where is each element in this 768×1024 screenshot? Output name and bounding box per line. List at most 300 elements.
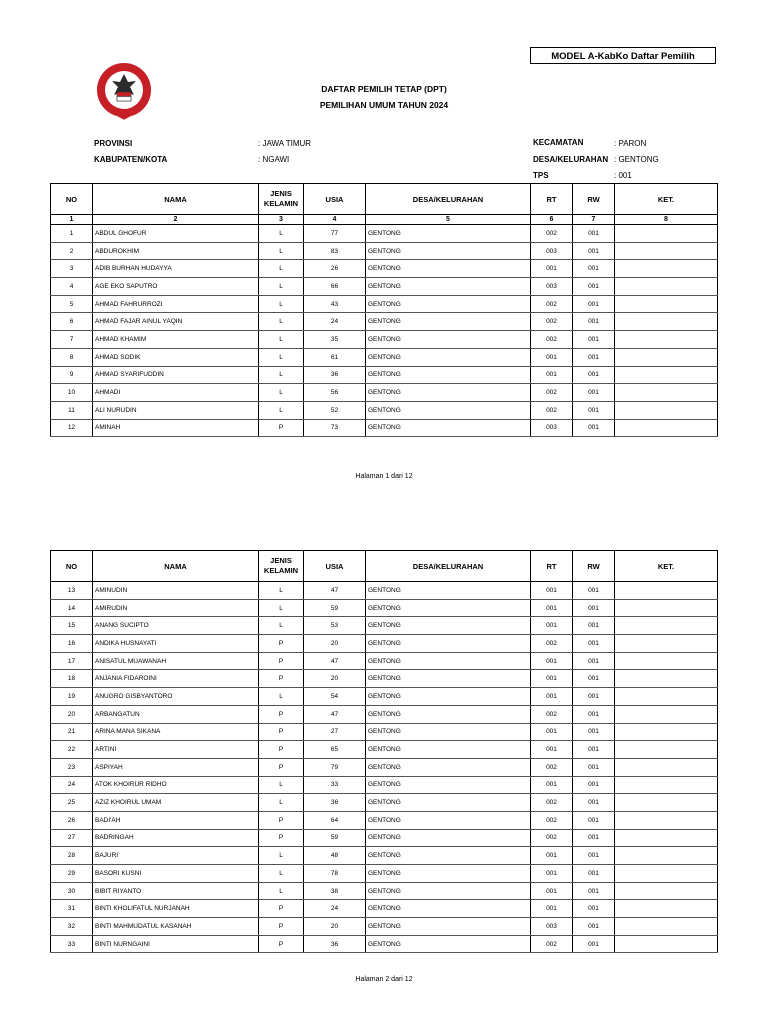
cell-usia: 66 [304, 278, 366, 296]
cell-desa: GENTONG [366, 918, 531, 936]
cell-rt: 002 [531, 758, 573, 776]
col-number: 3 [259, 215, 304, 225]
cell-ket [615, 242, 718, 260]
cell-no: 17 [51, 652, 93, 670]
table-row [51, 242, 718, 260]
meta-label-desa: DESA/KELURAHAN [533, 155, 609, 164]
cell-desa: GENTONG [366, 723, 531, 741]
col-jenis-kelamin: JENIS KELAMIN [259, 551, 304, 582]
table-row [51, 635, 718, 653]
cell-nama: ASPIYAH [93, 758, 259, 776]
cell-jenis-kelamin: L [259, 599, 304, 617]
cell-usia: 36 [304, 794, 366, 812]
cell-desa: GENTONG [366, 635, 531, 653]
table-row [51, 688, 718, 706]
cell-no: 18 [51, 670, 93, 688]
cell-desa: GENTONG [366, 242, 531, 260]
cell-rt: 002 [531, 225, 573, 243]
cell-usia: 61 [304, 348, 366, 366]
cell-jenis-kelamin: P [259, 935, 304, 953]
cell-nama: AZIZ KHOIRUL UMAM [93, 794, 259, 812]
cell-rw: 001 [573, 582, 615, 600]
cell-no: 10 [51, 384, 93, 402]
table-row [51, 776, 718, 794]
cell-usia: 38 [304, 882, 366, 900]
cell-no: 33 [51, 935, 93, 953]
cell-rt: 002 [531, 794, 573, 812]
table-row [51, 295, 718, 313]
cell-rt: 002 [531, 811, 573, 829]
cell-ket [615, 847, 718, 865]
cell-usia: 33 [304, 776, 366, 794]
page-footer-2: Halaman 2 dari 12 [355, 976, 413, 983]
cell-jenis-kelamin: L [259, 331, 304, 349]
cell-desa: GENTONG [366, 617, 531, 635]
cell-rt: 002 [531, 295, 573, 313]
cell-desa: GENTONG [366, 794, 531, 812]
cell-rw: 001 [573, 865, 615, 883]
cell-rt: 001 [531, 652, 573, 670]
cell-jenis-kelamin: L [259, 688, 304, 706]
cell-jenis-kelamin: P [259, 758, 304, 776]
cell-nama: ANJANIA FIDAROINI [93, 670, 259, 688]
cell-usia: 59 [304, 599, 366, 617]
table-row [51, 882, 718, 900]
cell-no: 1 [51, 225, 93, 243]
col-number: 7 [573, 215, 615, 225]
cell-jenis-kelamin: P [259, 652, 304, 670]
cell-jenis-kelamin: P [259, 705, 304, 723]
cell-usia: 20 [304, 670, 366, 688]
cell-desa: GENTONG [366, 295, 531, 313]
cell-jenis-kelamin: L [259, 313, 304, 331]
cell-no: 4 [51, 278, 93, 296]
col-ket: KET. [615, 551, 718, 582]
cell-no: 3 [51, 260, 93, 278]
cell-ket [615, 652, 718, 670]
table-row [51, 599, 718, 617]
col-rt: RT [531, 184, 573, 215]
cell-rw: 001 [573, 348, 615, 366]
cell-ket [615, 313, 718, 331]
cell-usia: 36 [304, 366, 366, 384]
table-row [51, 582, 718, 600]
cell-rw: 001 [573, 688, 615, 706]
cell-rt: 001 [531, 865, 573, 883]
cell-rw: 001 [573, 313, 615, 331]
col-nama: NAMA [93, 551, 259, 582]
cell-nama: ARBANGATUN [93, 705, 259, 723]
cell-rw: 001 [573, 401, 615, 419]
cell-rt: 001 [531, 900, 573, 918]
cell-jenis-kelamin: P [259, 419, 304, 437]
cell-nama: ADIB BURHAN HUDAYYA [93, 260, 259, 278]
cell-desa: GENTONG [366, 758, 531, 776]
cell-jenis-kelamin: L [259, 847, 304, 865]
table-row [51, 331, 718, 349]
cell-no: 31 [51, 900, 93, 918]
cell-nama: ANISATUL MUAWANAH [93, 652, 259, 670]
cell-nama: AHMADI [93, 384, 259, 402]
cell-desa: GENTONG [366, 331, 531, 349]
cell-desa: GENTONG [366, 865, 531, 883]
cell-ket [615, 582, 718, 600]
cell-desa: GENTONG [366, 705, 531, 723]
cell-usia: 77 [304, 225, 366, 243]
table-row [51, 401, 718, 419]
cell-nama: AHMAD KHAMIM [93, 331, 259, 349]
table-row [51, 794, 718, 812]
cell-usia: 20 [304, 918, 366, 936]
cell-nama: ARINA MANA SIKANA [93, 723, 259, 741]
cell-ket [615, 935, 718, 953]
col-rt: RT [531, 551, 573, 582]
cell-no: 28 [51, 847, 93, 865]
meta-value-kabupaten: : NGAWI [258, 155, 290, 164]
col-usia: USIA [304, 551, 366, 582]
cell-jenis-kelamin: L [259, 794, 304, 812]
cell-rt: 003 [531, 918, 573, 936]
cell-ket [615, 401, 718, 419]
cell-no: 11 [51, 401, 93, 419]
cell-rw: 001 [573, 741, 615, 759]
col-no: NO [51, 184, 93, 215]
cell-usia: 36 [304, 935, 366, 953]
cell-no: 13 [51, 582, 93, 600]
col-nama: NAMA [93, 184, 259, 215]
cell-rw: 001 [573, 847, 615, 865]
meta-value-provinsi: : JAWA TIMUR [258, 139, 312, 148]
cell-rw: 001 [573, 617, 615, 635]
cell-rw: 001 [573, 811, 615, 829]
cell-usia: 53 [304, 617, 366, 635]
col-rw: RW [573, 551, 615, 582]
cell-nama: BADI'AH [93, 811, 259, 829]
cell-nama: ARTINI [93, 741, 259, 759]
table-row [51, 313, 718, 331]
cell-rw: 001 [573, 599, 615, 617]
cell-desa: GENTONG [366, 599, 531, 617]
cell-usia: 64 [304, 811, 366, 829]
col-number: 6 [531, 215, 573, 225]
cell-usia: 65 [304, 741, 366, 759]
cell-desa: GENTONG [366, 935, 531, 953]
table-row [51, 225, 718, 243]
cell-rt: 001 [531, 723, 573, 741]
cell-usia: 78 [304, 865, 366, 883]
cell-nama: ANUGRO GISBYANTORO [93, 688, 259, 706]
table-row [51, 829, 718, 847]
cell-ket [615, 882, 718, 900]
cell-jenis-kelamin: P [259, 900, 304, 918]
cell-rt: 001 [531, 348, 573, 366]
cell-nama: BADRINGAH [93, 829, 259, 847]
cell-jenis-kelamin: L [259, 242, 304, 260]
cell-desa: GENTONG [366, 670, 531, 688]
cell-usia: 54 [304, 688, 366, 706]
cell-rt: 001 [531, 582, 573, 600]
cell-no: 9 [51, 366, 93, 384]
cell-rt: 002 [531, 331, 573, 349]
cell-ket [615, 918, 718, 936]
cell-desa: GENTONG [366, 882, 531, 900]
cell-nama: BIBIT RIYANTO [93, 882, 259, 900]
voter-table-page-1 [50, 183, 718, 437]
cell-no: 16 [51, 635, 93, 653]
col-number: 5 [366, 215, 531, 225]
cell-jenis-kelamin: L [259, 295, 304, 313]
meta-label-tps: TPS [533, 171, 549, 180]
page-footer-1: Halaman 1 dari 12 [355, 473, 413, 480]
cell-rt: 003 [531, 278, 573, 296]
cell-usia: 73 [304, 419, 366, 437]
cell-jenis-kelamin: L [259, 617, 304, 635]
table-row [51, 705, 718, 723]
cell-nama: AMIRUDIN [93, 599, 259, 617]
cell-nama: AHMAD FAHRURROZI [93, 295, 259, 313]
meta-label-kecamatan: KECAMATAN [533, 138, 584, 147]
cell-no: 14 [51, 599, 93, 617]
col-usia: USIA [304, 184, 366, 215]
cell-usia: 47 [304, 705, 366, 723]
cell-usia: 24 [304, 313, 366, 331]
cell-rt: 003 [531, 419, 573, 437]
cell-rw: 001 [573, 278, 615, 296]
cell-rt: 002 [531, 635, 573, 653]
document-subtitle: PEMILIHAN UMUM TAHUN 2024 [319, 100, 449, 110]
table-row [51, 741, 718, 759]
cell-rw: 001 [573, 918, 615, 936]
table-row [51, 865, 718, 883]
cell-desa: GENTONG [366, 776, 531, 794]
table-row [51, 384, 718, 402]
cell-nama: ABDUL GHOFUR [93, 225, 259, 243]
cell-rw: 001 [573, 366, 615, 384]
cell-rt: 001 [531, 617, 573, 635]
table-row [51, 918, 718, 936]
cell-rt: 001 [531, 882, 573, 900]
cell-desa: GENTONG [366, 278, 531, 296]
cell-ket [615, 900, 718, 918]
cell-rt: 002 [531, 935, 573, 953]
cell-rw: 001 [573, 723, 615, 741]
cell-desa: GENTONG [366, 419, 531, 437]
cell-no: 30 [51, 882, 93, 900]
cell-desa: GENTONG [366, 348, 531, 366]
cell-ket [615, 617, 718, 635]
meta-value-tps: : 001 [614, 171, 632, 180]
cell-ket [615, 794, 718, 812]
col-no: NO [51, 551, 93, 582]
col-number: 4 [304, 215, 366, 225]
table-row [51, 811, 718, 829]
cell-no: 25 [51, 794, 93, 812]
model-label: MODEL A-KabKo Daftar Pemilih [530, 47, 716, 64]
cell-jenis-kelamin: L [259, 865, 304, 883]
cell-rt: 002 [531, 829, 573, 847]
cell-no: 23 [51, 758, 93, 776]
cell-desa: GENTONG [366, 900, 531, 918]
table-row [51, 723, 718, 741]
cell-rw: 001 [573, 242, 615, 260]
cell-rw: 001 [573, 419, 615, 437]
cell-ket [615, 829, 718, 847]
meta-label-provinsi: PROVINSI [94, 139, 133, 148]
cell-rw: 001 [573, 260, 615, 278]
cell-desa: GENTONG [366, 829, 531, 847]
cell-no: 24 [51, 776, 93, 794]
cell-nama: ANDIKA HUSNAYATI [93, 635, 259, 653]
cell-nama: AMINUDIN [93, 582, 259, 600]
cell-ket [615, 384, 718, 402]
cell-usia: 35 [304, 331, 366, 349]
cell-ket [615, 741, 718, 759]
cell-nama: AMINAH [93, 419, 259, 437]
col-jenis-kelamin: JENIS KELAMIN [259, 184, 304, 215]
cell-ket [615, 225, 718, 243]
cell-rw: 001 [573, 635, 615, 653]
cell-jenis-kelamin: P [259, 635, 304, 653]
col-rw: RW [573, 184, 615, 215]
cell-rw: 001 [573, 225, 615, 243]
cell-no: 20 [51, 705, 93, 723]
cell-ket [615, 366, 718, 384]
cell-usia: 79 [304, 758, 366, 776]
cell-desa: GENTONG [366, 688, 531, 706]
cell-usia: 59 [304, 829, 366, 847]
cell-desa: GENTONG [366, 847, 531, 865]
cell-no: 26 [51, 811, 93, 829]
cell-jenis-kelamin: L [259, 401, 304, 419]
cell-nama: BINTI NURNGAINI [93, 935, 259, 953]
cell-rw: 001 [573, 776, 615, 794]
cell-no: 5 [51, 295, 93, 313]
meta-value-desa: : GENTONG [614, 155, 659, 164]
cell-rt: 002 [531, 401, 573, 419]
cell-no: 2 [51, 242, 93, 260]
cell-ket [615, 705, 718, 723]
cell-jenis-kelamin: L [259, 384, 304, 402]
cell-usia: 48 [304, 847, 366, 865]
cell-jenis-kelamin: L [259, 260, 304, 278]
cell-no: 15 [51, 617, 93, 635]
table-row [51, 935, 718, 953]
col-desa: DESA/KELURAHAN [366, 184, 531, 215]
cell-rw: 001 [573, 794, 615, 812]
cell-usia: 20 [304, 635, 366, 653]
table-row [51, 900, 718, 918]
cell-ket [615, 331, 718, 349]
cell-no: 8 [51, 348, 93, 366]
table-row [51, 278, 718, 296]
cell-usia: 27 [304, 723, 366, 741]
cell-rw: 001 [573, 705, 615, 723]
cell-no: 27 [51, 829, 93, 847]
cell-rt: 001 [531, 847, 573, 865]
cell-ket [615, 260, 718, 278]
table-row [51, 652, 718, 670]
cell-usia: 26 [304, 260, 366, 278]
cell-jenis-kelamin: L [259, 882, 304, 900]
cell-ket [615, 776, 718, 794]
cell-nama: AGE EKO SAPUTRO [93, 278, 259, 296]
cell-ket [615, 723, 718, 741]
cell-usia: 43 [304, 295, 366, 313]
cell-rw: 001 [573, 900, 615, 918]
col-desa: DESA/KELURAHAN [366, 551, 531, 582]
cell-ket [615, 865, 718, 883]
cell-rt: 001 [531, 776, 573, 794]
cell-no: 19 [51, 688, 93, 706]
cell-jenis-kelamin: P [259, 741, 304, 759]
cell-rt: 001 [531, 599, 573, 617]
cell-jenis-kelamin: P [259, 811, 304, 829]
cell-rt: 001 [531, 670, 573, 688]
cell-nama: ATOK KHOIRUR RIDHO [93, 776, 259, 794]
cell-desa: GENTONG [366, 225, 531, 243]
cell-jenis-kelamin: P [259, 723, 304, 741]
cell-ket [615, 278, 718, 296]
cell-jenis-kelamin: P [259, 829, 304, 847]
col-ket: KET. [615, 184, 718, 215]
cell-nama: BASORI KUSNI [93, 865, 259, 883]
document-title: DAFTAR PEMILIH TETAP (DPT) [321, 84, 447, 94]
cell-rt: 001 [531, 366, 573, 384]
cell-jenis-kelamin: L [259, 348, 304, 366]
col-number: 2 [93, 215, 259, 225]
cell-jenis-kelamin: P [259, 670, 304, 688]
cell-rt: 002 [531, 313, 573, 331]
cell-ket [615, 811, 718, 829]
cell-rw: 001 [573, 670, 615, 688]
cell-ket [615, 348, 718, 366]
cell-no: 21 [51, 723, 93, 741]
cell-nama: ABDUROKHIM [93, 242, 259, 260]
table-row [51, 366, 718, 384]
cell-desa: GENTONG [366, 811, 531, 829]
cell-rt: 001 [531, 741, 573, 759]
cell-no: 29 [51, 865, 93, 883]
cell-rw: 001 [573, 652, 615, 670]
cell-desa: GENTONG [366, 366, 531, 384]
cell-usia: 52 [304, 401, 366, 419]
cell-desa: GENTONG [366, 384, 531, 402]
cell-jenis-kelamin: P [259, 918, 304, 936]
cell-desa: GENTONG [366, 741, 531, 759]
cell-desa: GENTONG [366, 313, 531, 331]
cell-jenis-kelamin: L [259, 225, 304, 243]
meta-value-kecamatan: : PARON [614, 139, 647, 148]
cell-ket [615, 688, 718, 706]
cell-nama: AHMAD SODIK [93, 348, 259, 366]
cell-rw: 001 [573, 882, 615, 900]
cell-ket [615, 599, 718, 617]
cell-usia: 83 [304, 242, 366, 260]
table-row [51, 348, 718, 366]
cell-no: 7 [51, 331, 93, 349]
cell-ket [615, 419, 718, 437]
cell-usia: 24 [304, 900, 366, 918]
cell-nama: BINTI KHOLIFATUL NURJANAH [93, 900, 259, 918]
cell-usia: 56 [304, 384, 366, 402]
cell-rw: 001 [573, 295, 615, 313]
cell-usia: 47 [304, 652, 366, 670]
cell-desa: GENTONG [366, 652, 531, 670]
cell-desa: GENTONG [366, 401, 531, 419]
cell-no: 22 [51, 741, 93, 759]
cell-desa: GENTONG [366, 260, 531, 278]
cell-nama: BAJURI [93, 847, 259, 865]
